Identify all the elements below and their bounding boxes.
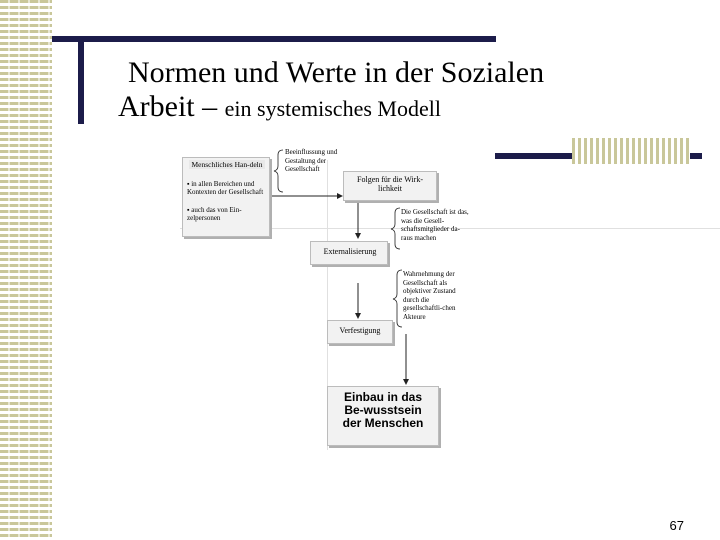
label-gesellschaft: Die Gesellschaft ist das, was die Gesell-schaftsmitglieder da-raus machen [401,208,469,242]
title-line-1: Normen und Werte in der Sozialen [128,56,545,89]
box-einbau-label: Einbau in das Be-wusstsein der Menschen [342,390,424,430]
box-einbau-bewusstsein [327,386,439,446]
brace-beeinflussung [274,150,283,192]
brace-gesellschaft [391,208,400,249]
box-verfestigung [327,320,393,344]
label-wahrnehmung: Wahrnehmung der Gesellschaft als objektiver Zustand durch die gesellschaftli-chen Akteure [403,270,456,321]
brace-wahrnehmung [393,270,402,327]
box-menschliches-handeln [182,157,270,237]
bullet-icon: ▪ [187,206,192,214]
bullet-icon: ▪ [187,180,192,188]
page-number: 67 [669,518,684,533]
box-handeln-bullet-1 [187,180,267,196]
label-beeinflussung: Beeinflussung und Gestaltung der Gesellschaft [285,148,338,173]
bullet-text: in allen Bereichen und Kontexten der Gesellschaft [187,180,264,196]
box-handeln-bullet-2 [187,206,267,222]
box-externalisierung-label: Externalisierung [323,247,377,256]
title-line-2b: ein systemisches Modell [224,96,441,121]
box-folgen-wirklichkeit [343,171,437,201]
box-folgen-label: Folgen für die Wirk-lichkeit [357,175,423,193]
box-verfestigung-label: Verfestigung [339,326,381,335]
bullet-text: auch das von Ein-zelpersonen [187,206,242,222]
box-externalisierung [310,241,388,265]
title-line-2a: Arbeit – [118,90,225,123]
box-handeln-heading: Menschliches Han-deln [189,160,265,169]
